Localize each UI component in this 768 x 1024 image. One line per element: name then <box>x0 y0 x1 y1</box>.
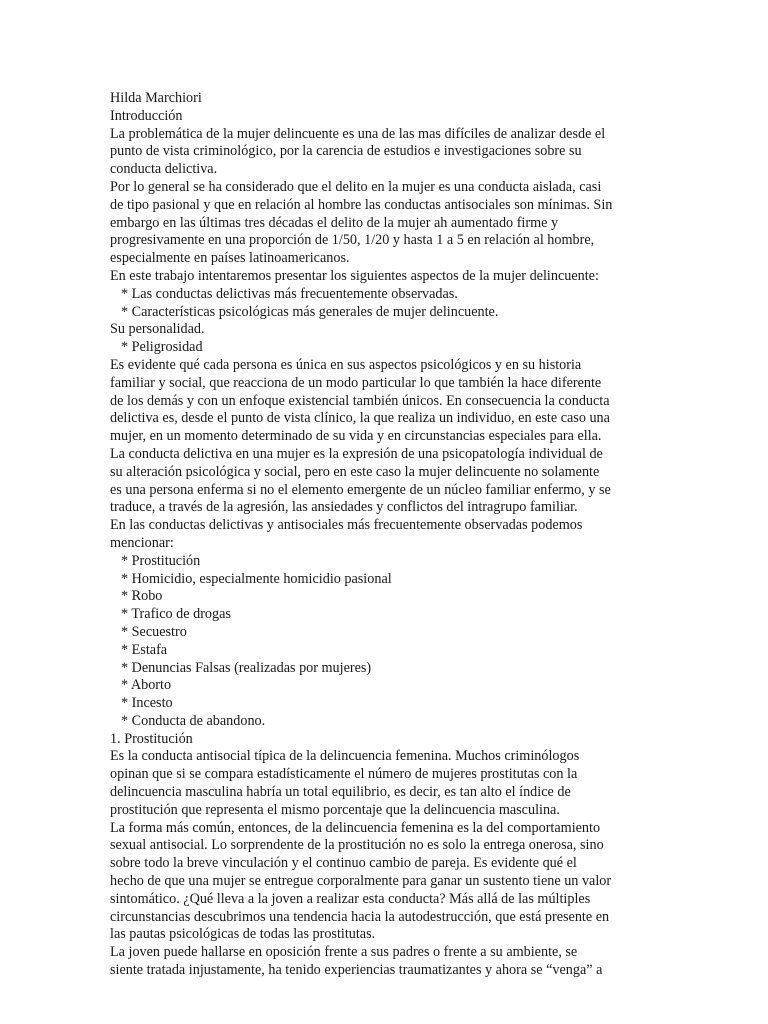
text-line: su alteración psicológica y social, pero en este caso la mujer delincuente no solamente <box>110 463 600 480</box>
text-line: La conducta delictiva en una mujer es la expresión de una psicopatología individual de <box>110 445 603 462</box>
text-line: opinan que si se compara estadísticamente el número de mujeres prostitutas con la <box>110 766 578 783</box>
text-line: Su personalidad. <box>110 321 205 338</box>
list-item: * Prostitución <box>121 552 201 569</box>
text-line: sexual antisocial. Lo sorprendente de la prostitución no es solo la entrega onerosa, sino <box>110 837 604 854</box>
text-line: prostitución que representa el mismo porcentaje que la delincuencia masculina. <box>110 801 560 818</box>
text-line: delincuencia masculina habría un total equilibrio, es decir, es tan alto el índice de <box>110 784 571 801</box>
text-line: delictiva es, desde el punto de vista clínico, la que realiza un individuo, en este caso una <box>110 410 610 427</box>
text-line: conducta delictiva. <box>110 161 218 178</box>
text-line: sintomático. ¿Qué lleva a la joven a realizar esta conducta? Más allá de las múltiples <box>110 890 591 907</box>
list-item: * Las conductas delictivas más frecuentemente observadas. <box>121 285 458 302</box>
list-item: * Incesto <box>121 695 173 712</box>
text-line: las pautas psicológicas de todas las prostitutas. <box>110 926 376 943</box>
text-line: La forma más común, entonces, de la delincuencia femenina es la del comportamiento <box>110 819 601 836</box>
list-item: * Características psicológicas más generales de mujer delincuente. <box>121 303 499 320</box>
text-line: traduce, a través de la agresión, las ansiedades y conflictos del intragrupo familiar. <box>110 499 578 516</box>
text-line: Por lo general se ha considerado que el delito en la mujer es una conducta aislada, casi <box>110 178 602 195</box>
text-line: En este trabajo intentaremos presentar los siguientes aspectos de la mujer delincuente: <box>110 267 599 284</box>
text-line: 1. Prostitución <box>110 730 193 747</box>
text-line: mujer, en un momento determinado de su vida y en circunstancias especiales para ella. <box>110 428 602 445</box>
text-line: Hilda Marchiori <box>110 90 202 106</box>
text-line: es una persona enferma si no el elemento emergente de un núcleo familiar enfermo, y se <box>110 481 611 498</box>
list-item: * Denuncias Falsas (realizadas por mujeres) <box>121 659 372 676</box>
text-line: especialmente en países latinoamericanos. <box>110 250 350 267</box>
text-line: La problemática de la mujer delincuente es una de las mas difíciles de analizar desde el <box>110 125 606 142</box>
text-line: embargo en las últimas tres décadas el delito de la mujer ah aumentado firme y <box>110 214 559 231</box>
text-line: circunstancias descubrimos una tendencia hacia la autodestrucción, que está presente en <box>110 908 610 925</box>
text-line: hecho de que una mujer se entregue corporalmente para ganar un sustento tiene un valor <box>110 873 612 890</box>
text-line: En las conductas delictivas y antisociales más frecuentemente observadas podemos <box>110 517 583 534</box>
text-line: Introducción <box>110 107 183 124</box>
list-item: * Homicidio, especialmente homicidio pasional <box>121 570 392 587</box>
list-item: * Peligrosidad <box>121 339 203 356</box>
text-line: familiar y social, que reacciona de un modo particular lo que también la hace diferente <box>110 374 602 391</box>
document-page <box>110 90 670 980</box>
text-line: sobre todo la breve vinculación y el continuo cambio de pareja. Es evidente qué el <box>110 855 577 872</box>
text-line: de los demás y con un enfoque existencial también únicos. En consecuencia la conducta <box>110 392 610 409</box>
list-item: * Robo <box>121 588 163 605</box>
list-item: * Trafico de drogas <box>121 606 231 623</box>
text-line: Es la conducta antisocial típica de la delincuencia femenina. Muchos criminólogos <box>110 748 580 765</box>
text-line: progresivamente en una proporción de 1/50, 1/20 y hasta 1 a 5 en relación al hombre, <box>110 232 595 249</box>
text-line: de tipo pasional y que en relación al hombre las conductas antisociales son mínimas. Sin <box>110 196 613 213</box>
text-line: La joven puede hallarse en oposición frente a sus padres o frente a su ambiente, se <box>110 944 578 961</box>
list-item: * Aborto <box>121 677 172 694</box>
text-line: Es evidente qué cada persona es única en sus aspectos psicológicos y en su historia <box>110 356 582 373</box>
text-line: punto de vista criminológico, por la carencia de estudios e investigaciones sobre su <box>110 143 582 160</box>
text-line: siente tratada injustamente, ha tenido experiencias traumatizantes y ahora se “venga” a <box>110 962 603 979</box>
list-item: * Conducta de abandono. <box>121 712 266 729</box>
list-item: * Secuestro <box>121 623 187 640</box>
list-item: * Estafa <box>121 641 168 658</box>
text-line: mencionar: <box>110 534 174 551</box>
